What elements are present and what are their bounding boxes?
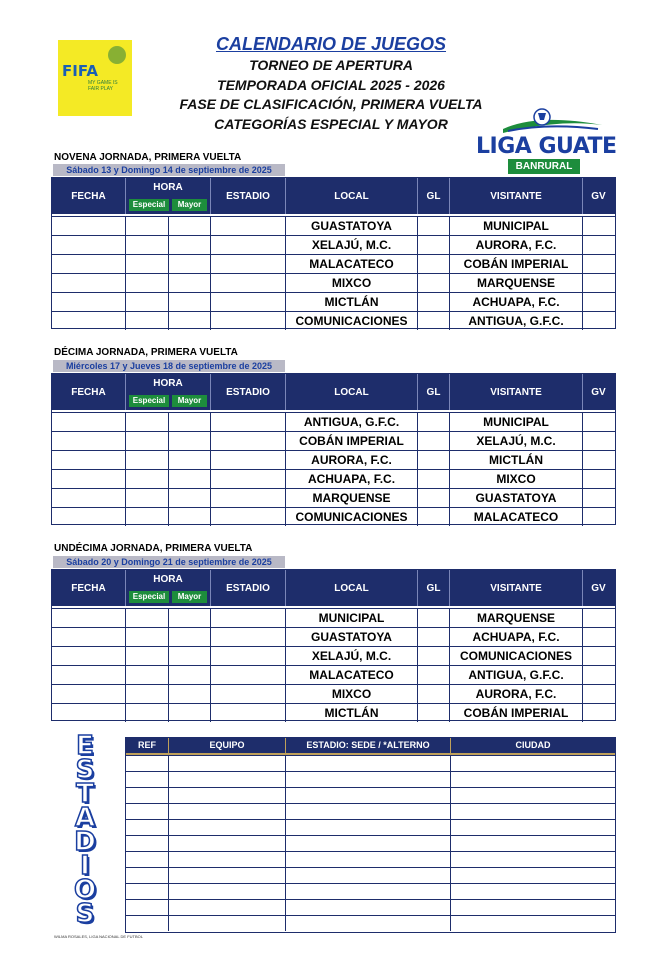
match-row (52, 431, 615, 450)
schedule-table-novena (51, 177, 616, 329)
estadios-letter-i: I (80, 851, 90, 881)
col-hora-especial: Especial (129, 199, 169, 211)
col-visitante: VISITANTE (450, 374, 583, 410)
hora-mayor-cell (169, 647, 211, 665)
estadios-letter-o: O (73, 875, 97, 905)
local-team-cell: AURORA, F.C. (286, 451, 418, 469)
estadio-cell (286, 868, 451, 883)
jornada-title-undecima: UNDÉCIMA JORNADA, PRIMERA VUELTA (54, 543, 253, 554)
col-hora (126, 374, 211, 410)
col-gv: GV (591, 582, 606, 594)
subtitle-phase: FASE DE CLASIFICACIÓN, PRIMERA VUELTA (179, 96, 483, 112)
soccer-ball-icon (108, 46, 126, 64)
ref-cell (126, 788, 169, 803)
col-local: LOCAL (286, 178, 418, 214)
hora-mayor-cell (169, 312, 211, 330)
estadio-row (126, 755, 615, 771)
equipo-cell (169, 852, 286, 867)
col-ref: REF (126, 738, 169, 753)
hora-especial-cell (126, 413, 169, 431)
visitante-team-cell: MUNICIPAL (450, 413, 583, 431)
hora-mayor-cell (169, 451, 211, 469)
schedule-table-decima (51, 373, 616, 525)
match-row (52, 703, 615, 722)
gv-cell (583, 255, 614, 273)
estadio-cell (211, 685, 286, 703)
gv-cell (583, 413, 614, 431)
estadio-cell (211, 628, 286, 646)
ref-cell (126, 836, 169, 851)
visitante-team-cell: COBÁN IMPERIAL (450, 704, 583, 722)
estadios-letter-e: E (76, 731, 94, 761)
estadio-cell (211, 609, 286, 627)
col-hora-label: HORA (153, 378, 183, 389)
ciudad-cell (451, 836, 615, 851)
estadio-cell (211, 432, 286, 450)
ciudad-cell (451, 804, 615, 819)
fifa-logo-text: FIFA (62, 62, 98, 80)
match-row (52, 646, 615, 665)
col-local: LOCAL (286, 374, 418, 410)
gv-cell (583, 489, 614, 507)
equipo-cell (169, 756, 286, 771)
col-hora (126, 570, 211, 606)
match-row (52, 627, 615, 646)
local-team-cell: ACHUAPA, F.C. (286, 470, 418, 488)
visitante-team-cell: MALACATECO (450, 508, 583, 526)
gv-cell (583, 666, 614, 684)
ciudad-cell (451, 756, 615, 771)
estadio-cell (211, 508, 286, 526)
equipo-cell (169, 916, 286, 931)
match-row (52, 412, 615, 431)
col-gl: GL (418, 374, 450, 410)
estadio-cell (211, 255, 286, 273)
estadio-row (126, 883, 615, 899)
match-row (52, 311, 615, 330)
gl-cell (418, 685, 450, 703)
jornada-date-undecima: Sábado 20 y Domingo 21 de septiembre de 2025 (53, 556, 285, 568)
local-team-cell: MICTLÁN (286, 293, 418, 311)
local-team-cell: XELAJÚ, M.C. (286, 236, 418, 254)
hora-mayor-cell (169, 236, 211, 254)
hora-especial-cell (126, 508, 169, 526)
gl-cell (418, 312, 450, 330)
col-visitante: VISITANTE (450, 570, 583, 606)
fecha-cell (52, 236, 126, 254)
estadio-cell (211, 489, 286, 507)
estadio-cell (286, 884, 451, 899)
gv-cell (583, 704, 614, 722)
hora-especial-cell (126, 432, 169, 450)
estadio-cell (211, 413, 286, 431)
col-hora (126, 178, 211, 214)
gv-cell (583, 217, 614, 235)
fecha-cell (52, 274, 126, 292)
local-team-cell: MALACATECO (286, 666, 418, 684)
hora-mayor-cell (169, 666, 211, 684)
col-estadio-sede: ESTADIO: SEDE / *ALTERNO (286, 738, 451, 753)
hora-mayor-cell (169, 274, 211, 292)
match-row (52, 292, 615, 311)
visitante-team-cell: MICTLÁN (450, 451, 583, 469)
gv-cell (583, 647, 614, 665)
ciudad-cell (451, 884, 615, 899)
match-row (52, 684, 615, 703)
ref-cell (126, 916, 169, 931)
estadio-row (126, 771, 615, 787)
equipo-cell (169, 788, 286, 803)
estadios-table-header (126, 738, 615, 755)
fifa-logo-sub: MY GAME IS FAIR PLAY (88, 80, 118, 92)
estadio-cell (211, 647, 286, 665)
estadio-cell (211, 470, 286, 488)
fecha-cell (52, 451, 126, 469)
estadio-row (126, 915, 615, 931)
col-hora-mayor: Mayor (172, 591, 207, 603)
estadio-cell (211, 236, 286, 254)
fecha-cell (52, 685, 126, 703)
estadio-row (126, 851, 615, 867)
visitante-team-cell: ANTIGUA, G.F.C. (450, 312, 583, 330)
hora-especial-cell (126, 274, 169, 292)
estadio-row (126, 835, 615, 851)
footer-credit: WILMA ROSALES, LIGA NACIONAL DE FUTBOL (54, 934, 143, 939)
col-visitante: VISITANTE (450, 178, 583, 214)
gl-cell (418, 628, 450, 646)
fecha-cell (52, 255, 126, 273)
table-header (52, 570, 615, 606)
gl-cell (418, 470, 450, 488)
match-row (52, 450, 615, 469)
gl-cell (418, 508, 450, 526)
gl-cell (418, 609, 450, 627)
hora-especial-cell (126, 647, 169, 665)
col-fecha: FECHA (52, 178, 126, 214)
fecha-cell (52, 312, 126, 330)
estadio-cell (286, 804, 451, 819)
jornada-title-novena: NOVENA JORNADA, PRIMERA VUELTA (54, 152, 242, 163)
subtitle-tournament: TORNEO DE APERTURA (249, 57, 413, 73)
estadio-cell (286, 772, 451, 787)
col-hora-especial: Especial (129, 395, 169, 407)
local-team-cell: GUASTATOYA (286, 628, 418, 646)
hora-especial-cell (126, 489, 169, 507)
ref-cell (126, 868, 169, 883)
schedule-table-undecima (51, 569, 616, 721)
gl-cell (418, 666, 450, 684)
col-local: LOCAL (286, 570, 418, 606)
fecha-cell (52, 413, 126, 431)
liga-guate-logo-text: LIGA GUATE (476, 134, 617, 159)
estadio-cell (211, 704, 286, 722)
ciudad-cell (451, 820, 615, 835)
local-team-cell: MALACATECO (286, 255, 418, 273)
ciudad-cell (451, 852, 615, 867)
fecha-cell (52, 293, 126, 311)
estadios-letter-s2: S (75, 899, 95, 929)
match-row (52, 488, 615, 507)
hora-especial-cell (126, 628, 169, 646)
table-header (52, 178, 615, 214)
col-equipo: EQUIPO (169, 738, 286, 753)
ref-cell (126, 804, 169, 819)
ciudad-cell (451, 788, 615, 803)
col-hora-mayor: Mayor (172, 395, 207, 407)
equipo-cell (169, 868, 286, 883)
hora-mayor-cell (169, 609, 211, 627)
ciudad-cell (451, 916, 615, 931)
hora-especial-cell (126, 217, 169, 235)
estadio-cell (211, 312, 286, 330)
col-hora-mayor: Mayor (172, 199, 207, 211)
gv-cell (583, 628, 614, 646)
col-gl: GL (418, 178, 450, 214)
hora-especial-cell (126, 293, 169, 311)
hora-especial-cell (126, 666, 169, 684)
estadios-letter-a: A (74, 803, 96, 833)
ref-cell (126, 772, 169, 787)
equipo-cell (169, 804, 286, 819)
estadio-cell (286, 836, 451, 851)
hora-especial-cell (126, 609, 169, 627)
fifa-logo (58, 40, 132, 116)
gv-cell (583, 432, 614, 450)
visitante-team-cell: COBÁN IMPERIAL (450, 255, 583, 273)
col-gv: GV (591, 386, 606, 398)
estadios-letter-t: T (76, 779, 94, 809)
visitante-team-cell: MARQUENSE (450, 609, 583, 627)
gv-cell (583, 312, 614, 330)
gl-cell (418, 451, 450, 469)
match-row (52, 469, 615, 488)
fecha-cell (52, 628, 126, 646)
col-fecha: FECHA (52, 570, 126, 606)
estadio-cell (211, 666, 286, 684)
fecha-cell (52, 217, 126, 235)
gv-cell (583, 451, 614, 469)
visitante-team-cell: MUNICIPAL (450, 217, 583, 235)
visitante-team-cell: ANTIGUA, G.F.C. (450, 666, 583, 684)
equipo-cell (169, 900, 286, 915)
equipo-cell (169, 772, 286, 787)
fecha-cell (52, 508, 126, 526)
col-gl: GL (418, 570, 450, 606)
local-team-cell: MARQUENSE (286, 489, 418, 507)
gl-cell (418, 274, 450, 292)
estadio-cell (286, 900, 451, 915)
gl-cell (418, 236, 450, 254)
gl-cell (418, 704, 450, 722)
fecha-cell (52, 432, 126, 450)
fecha-cell (52, 609, 126, 627)
visitante-team-cell: MARQUENSE (450, 274, 583, 292)
hora-mayor-cell (169, 217, 211, 235)
gv-cell (583, 293, 614, 311)
hora-especial-cell (126, 236, 169, 254)
gv-cell (583, 609, 614, 627)
page-title: CALENDARIO DE JUEGOS (215, 34, 447, 54)
estadio-cell (286, 916, 451, 931)
fecha-cell (52, 704, 126, 722)
col-hora-label: HORA (153, 574, 183, 585)
ref-cell (126, 756, 169, 771)
gl-cell (418, 255, 450, 273)
gv-cell (583, 236, 614, 254)
hora-especial-cell (126, 704, 169, 722)
estadio-row (126, 787, 615, 803)
estadio-row (126, 803, 615, 819)
subtitle-categories: CATEGORÍAS ESPECIAL Y MAYOR (214, 116, 448, 132)
estadio-cell (211, 451, 286, 469)
hora-especial-cell (126, 312, 169, 330)
equipo-cell (169, 820, 286, 835)
visitante-team-cell: XELAJÚ, M.C. (450, 432, 583, 450)
col-estadio: ESTADIO (211, 178, 286, 214)
ciudad-cell (451, 900, 615, 915)
col-fecha: FECHA (52, 374, 126, 410)
visitante-team-cell: AURORA, F.C. (450, 236, 583, 254)
match-row (52, 254, 615, 273)
gl-cell (418, 647, 450, 665)
col-ciudad: CIUDAD (515, 740, 551, 750)
visitante-team-cell: ACHUAPA, F.C. (450, 293, 583, 311)
local-team-cell: MICTLÁN (286, 704, 418, 722)
ref-cell (126, 852, 169, 867)
estadios-letter-d: D (74, 827, 96, 857)
visitante-team-cell: GUASTATOYA (450, 489, 583, 507)
hora-especial-cell (126, 685, 169, 703)
ref-cell (126, 820, 169, 835)
hora-especial-cell (126, 451, 169, 469)
hora-mayor-cell (169, 704, 211, 722)
ciudad-cell (451, 772, 615, 787)
gv-cell (583, 685, 614, 703)
equipo-cell (169, 884, 286, 899)
gl-cell (418, 432, 450, 450)
table-header (52, 374, 615, 410)
local-team-cell: COMUNICACIONES (286, 508, 418, 526)
ref-cell (126, 884, 169, 899)
local-team-cell: COMUNICACIONES (286, 312, 418, 330)
local-team-cell: MUNICIPAL (286, 609, 418, 627)
hora-especial-cell (126, 255, 169, 273)
local-team-cell: ANTIGUA, G.F.C. (286, 413, 418, 431)
local-team-cell: XELAJÚ, M.C. (286, 647, 418, 665)
col-gv: GV (591, 190, 606, 202)
hora-mayor-cell (169, 470, 211, 488)
jornada-date-novena: Sábado 13 y Domingo 14 de septiembre de 2025 (53, 164, 285, 176)
gl-cell (418, 489, 450, 507)
liga-guate-swoosh-icon (498, 107, 610, 137)
match-row (52, 273, 615, 292)
gv-cell (583, 274, 614, 292)
hora-mayor-cell (169, 508, 211, 526)
estadio-cell (211, 217, 286, 235)
estadio-cell (286, 756, 451, 771)
visitante-team-cell: MIXCO (450, 470, 583, 488)
hora-mayor-cell (169, 255, 211, 273)
visitante-team-cell: ACHUAPA, F.C. (450, 628, 583, 646)
hora-mayor-cell (169, 489, 211, 507)
estadios-table (125, 737, 616, 933)
hora-mayor-cell (169, 628, 211, 646)
col-hora-especial: Especial (129, 591, 169, 603)
estadio-row (126, 899, 615, 915)
estadio-cell (211, 274, 286, 292)
hora-especial-cell (126, 470, 169, 488)
estadio-cell (211, 293, 286, 311)
match-row (52, 216, 615, 235)
local-team-cell: GUASTATOYA (286, 217, 418, 235)
local-team-cell: COBÁN IMPERIAL (286, 432, 418, 450)
jornada-title-decima: DÉCIMA JORNADA, PRIMERA VUELTA (54, 347, 238, 358)
ref-cell (126, 900, 169, 915)
gl-cell (418, 293, 450, 311)
fecha-cell (52, 489, 126, 507)
match-row (52, 235, 615, 254)
estadio-cell (286, 852, 451, 867)
hora-mayor-cell (169, 293, 211, 311)
estadio-row (126, 867, 615, 883)
gv-cell (583, 508, 614, 526)
estadio-cell (286, 788, 451, 803)
subtitle-season: TEMPORADA OFICIAL 2025 - 2026 (217, 77, 445, 93)
local-team-cell: MIXCO (286, 685, 418, 703)
gl-cell (418, 217, 450, 235)
gv-cell (583, 470, 614, 488)
col-estadio: ESTADIO (211, 570, 286, 606)
ciudad-cell (451, 868, 615, 883)
estadio-cell (286, 820, 451, 835)
col-estadio: ESTADIO (211, 374, 286, 410)
hora-mayor-cell (169, 432, 211, 450)
estadio-row (126, 819, 615, 835)
fecha-cell (52, 666, 126, 684)
col-hora-label: HORA (153, 182, 183, 193)
jornada-date-decima: Miércoles 17 y Jueves 18 de septiembre de 2025 (53, 360, 285, 372)
visitante-team-cell: COMUNICACIONES (450, 647, 583, 665)
match-row (52, 665, 615, 684)
match-row (52, 507, 615, 526)
fecha-cell (52, 647, 126, 665)
local-team-cell: MIXCO (286, 274, 418, 292)
fecha-cell (52, 470, 126, 488)
hora-mayor-cell (169, 685, 211, 703)
visitante-team-cell: AURORA, F.C. (450, 685, 583, 703)
estadios-letter-s: S (75, 755, 95, 785)
gl-cell (418, 413, 450, 431)
hora-mayor-cell (169, 413, 211, 431)
banrural-badge: BANRURAL (508, 159, 580, 174)
match-row (52, 608, 615, 627)
equipo-cell (169, 836, 286, 851)
